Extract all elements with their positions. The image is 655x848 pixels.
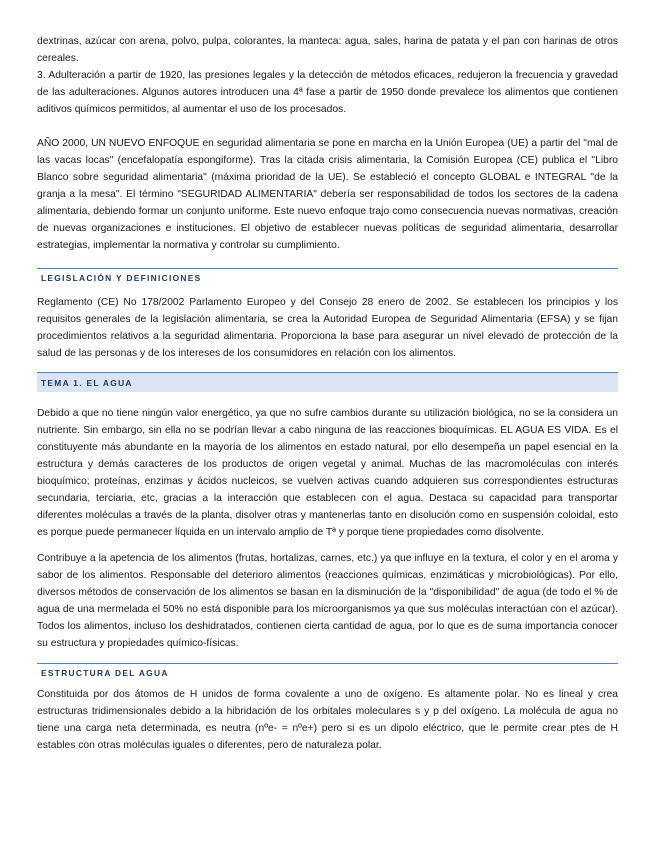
paragraph-ano-2000: AÑO 2000, UN NUEVO ENFOQUE en seguridad alimentaria se pone en marcha en la Unión Europea (UE) a partir del "mal de las vacas locas" (encefalopatía espongiforme). Tras la citada crisis alimentaria, la Comisión Europea (CE) publica el "Libro Blanco sobre seguridad alimentaria" (máxima prioridad de la UE). Se estableció el concepto GLOBAL e INTEGRAL "de la granja a la mesa". El término "SEGURIDAD ALIMENTARIA" debería ser responsabilidad de todos los sectores de la cadena alimentaria, debiendo formar un conjunto uniforme. Este nuevo enfoque trajo como consecuencia nuevas normativas, creación de nuevas organizaciones e instituciones. El objetivo de establecer nuevas políticas de seguridad alimentaria, desarrollar estrategias, implementar la normativa y controlar su cumplimiento.: [37, 138, 618, 251]
paragraph-agua-intro: Debido a que no tiene ningún valor energético, ya que no sufre cambios durante su utilización biológica, no se la considera un nutriente. Sin embargo, sin ella no se podrían llevar a cabo ninguna de las reacciones bioquímicas. EL AGUA ES VIDA. Es el constituyente más abundante en la mayoría de los alimentos en estado natural, por ello desempeña un papel esencial en la estructura y demás caracteres de los productos de origen vegetal y animal. Muchas de las macromoléculas con interés bioquímico; proteínas, enzimas y ácidos nucleicos, se vuelven activas cuando adquieren sus correspondientes estructuras secundaria, terciaria, etc, gracias a la interacción que establecen con el agua. Destaca su capacidad para transportar diferentes moléculas a través de la planta, disolver otras y mantenerlas tanto en disolución como en suspensión coloidal, esto es porque puede permanecer líquida en un intervalo amplio de Tª y porque tiene propiedades como disolvente.: [37, 408, 618, 538]
paragraph-reglamento: Reglamento (CE) No 178/2002 Parlamento Europeo y del Consejo 28 enero de 2002. Se establecen los principios y los requisitos generales de la legislación alimentaria, se crea la Autoridad Europea de Seguridad Alimentaria (EFSA) y se fijan procedimientos relativos a la seguridad alimentaria. Proporciona la base para asegurar un nivel elevado de protección de la salud de las personas y de los intereses de los consumidores en relación con los alimentos.: [37, 297, 618, 359]
heading-legislacion: LEGISLACIÓN Y DEFINICIONES: [37, 268, 618, 285]
heading-estructura: ESTRUCTURA DEL AGUA: [37, 663, 618, 680]
paragraph-adulterantes: dextrinas, azúcar con arena, polvo, pulpa, colorantes, la manteca: agua, sales, harina de patata y el pan con harinas de otros cereales.: [37, 36, 618, 64]
paragraph-agua-apetencia: Contribuye a la apetencia de los alimentos (frutas, hortalizas, carnes, etc.) ya que influye en la textura, el color y en el aroma y sabor de los alimentos. Responsable del deterioro alimentos (reacciones químicas, enzimáticas y microbiológicas). Por ello, diversos métodos de conservación de los alimentos se basan en la disminución de la "disponibilidad" de agua (de todo el % de agua de una mermelada el 50% no está disponible para los microorganismos ya que sus moléculas interactúan con el azúcar). Todos los alimentos, incluso los deshidratados, contienen cierta cantidad de agua, por lo que es de suma importancia conocer su estructura y propiedades químico-físicas.: [37, 553, 618, 649]
paragraph-adulteracion-1920: 3. Adulteración a partir de 1920, las presiones legales y la detección de métodos eficaces, redujeron la frecuencia y gravedad de las adulteraciones. Algunos autores introducen una 4ª fase a partir de 1950 donde prevalece los alimentos que contienen aditivos químicos permitidos, al aumentar el uso de los procesados.: [37, 70, 618, 115]
heading-tema-1: TEMA 1. EL AGUA: [37, 372, 618, 392]
paragraph-estructura: Constituida por dos átomos de H unidos de forma covalente a uno de oxígeno. Es altamente polar. No es lineal y crea estructuras tridimensionales debido a la hibridación de los orbitales moleculares s y p del oxígeno. La molécula de agua no tiene una carga neta determinada, es neutra (nºe- = nºe+) pero si es un dipolo eléctrico, que le permite crear ptes de H estables con otras moléculas iguales o diferentes, pero de naturaleza polar.: [37, 689, 618, 751]
